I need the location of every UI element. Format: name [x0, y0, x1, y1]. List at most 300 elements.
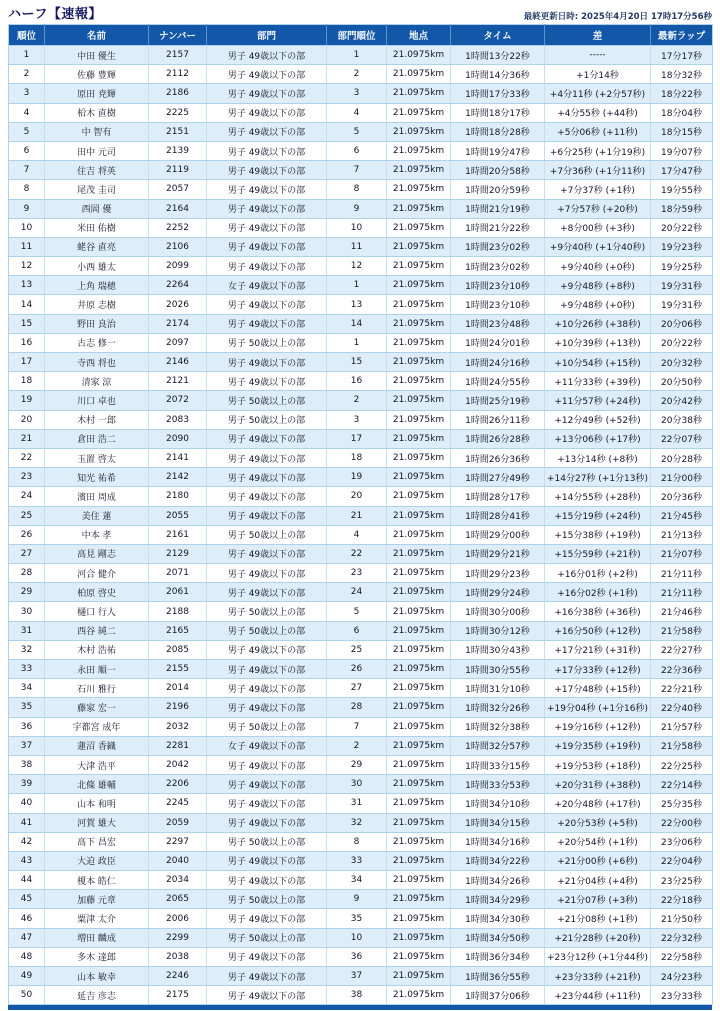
cell-point: 21.0975km [387, 755, 451, 774]
cell-name: 清家 涼 [45, 372, 149, 391]
cell-rank: 22 [9, 448, 45, 467]
cell-time: 1時間26分36秒 [451, 448, 545, 467]
table-row [9, 218, 713, 237]
table-row [9, 141, 713, 160]
cell-division: 男子 49歳以下の部 [207, 851, 327, 870]
cell-point: 21.0975km [387, 832, 451, 851]
cell-name: 北條 雄輔 [45, 775, 149, 794]
cell-time: 1時間13分22秒 [451, 46, 545, 65]
cell-division: 男子 50歳以上の部 [207, 333, 327, 352]
cell-rank: 20 [9, 410, 45, 429]
cell-time: 1時間21分22秒 [451, 218, 545, 237]
cell-rank: 42 [9, 832, 45, 851]
cell-name: 多木 達郎 [45, 947, 149, 966]
cell-gap: +9分48秒 (+0秒) [545, 295, 651, 314]
table-row [9, 602, 713, 621]
cell-gap: +7分36秒 (+1分11秒) [545, 161, 651, 180]
table-row [9, 775, 713, 794]
cell-number: 2299 [149, 928, 207, 947]
cell-name: 中田 優生 [45, 46, 149, 65]
cell-division-rank: 10 [327, 218, 387, 237]
cell-rank: 30 [9, 602, 45, 621]
cell-latest-lap: 24分23秒 [651, 967, 713, 986]
cell-division-rank: 4 [327, 103, 387, 122]
cell-time: 1時間34分16秒 [451, 832, 545, 851]
cell-rank: 38 [9, 755, 45, 774]
cell-point: 21.0975km [387, 84, 451, 103]
cell-division-rank: 7 [327, 717, 387, 736]
cell-time: 1時間34分10秒 [451, 794, 545, 813]
cell-division-rank: 32 [327, 813, 387, 832]
cell-rank: 49 [9, 967, 45, 986]
cell-time: 1時間34分22秒 [451, 851, 545, 870]
cell-rank: 29 [9, 583, 45, 602]
cell-point: 21.0975km [387, 640, 451, 659]
cell-number: 2085 [149, 640, 207, 659]
cell-time: 1時間29分23秒 [451, 564, 545, 583]
cell-division-rank: 19 [327, 468, 387, 487]
cell-latest-lap: 18分59秒 [651, 199, 713, 218]
cell-latest-lap: 22分07秒 [651, 429, 713, 448]
cell-division-rank: 3 [327, 84, 387, 103]
cell-number: 2157 [149, 46, 207, 65]
cell-gap: +6分25秒 (+1分19秒) [545, 141, 651, 160]
cell-division: 男子 50歳以上の部 [207, 391, 327, 410]
cell-rank: 24 [9, 487, 45, 506]
cell-point: 21.0975km [387, 199, 451, 218]
cell-division-rank: 27 [327, 679, 387, 698]
cell-time: 1時間32分38秒 [451, 717, 545, 736]
table-row [9, 679, 713, 698]
cell-rank: 41 [9, 813, 45, 832]
cell-time: 1時間28分41秒 [451, 506, 545, 525]
cell-name: 木村 一郎 [45, 410, 149, 429]
cell-division-rank: 2 [327, 391, 387, 410]
cell-latest-lap: 19分31秒 [651, 276, 713, 295]
cell-gap: +17分33秒 (+12秒) [545, 660, 651, 679]
cell-number: 2040 [149, 851, 207, 870]
table-row [9, 583, 713, 602]
cell-number: 2139 [149, 141, 207, 160]
table-row [9, 257, 713, 276]
cell-point: 21.0975km [387, 65, 451, 84]
cell-number: 2206 [149, 775, 207, 794]
cell-point: 21.0975km [387, 333, 451, 352]
cell-rank: 47 [9, 928, 45, 947]
cell-name: 美住 蓮 [45, 506, 149, 525]
cell-name: 木村 浩祐 [45, 640, 149, 659]
cell-number: 2099 [149, 257, 207, 276]
cell-division: 男子 49歳以下の部 [207, 947, 327, 966]
cell-rank: 19 [9, 391, 45, 410]
cell-gap: +13分14秒 (+8秒) [545, 448, 651, 467]
cell-latest-lap: 18分22秒 [651, 84, 713, 103]
cell-division-rank: 1 [327, 276, 387, 295]
cell-latest-lap: 22分40秒 [651, 698, 713, 717]
cell-division: 男子 49歳以下の部 [207, 487, 327, 506]
cell-division: 男子 49歳以下の部 [207, 65, 327, 84]
cell-latest-lap: 22分14秒 [651, 775, 713, 794]
cell-division: 男子 50歳以上の部 [207, 928, 327, 947]
table-row [9, 621, 713, 640]
cell-time: 1時間37分06秒 [451, 986, 545, 1005]
cell-rank: 17 [9, 353, 45, 372]
cell-number: 2038 [149, 947, 207, 966]
cell-rank: 46 [9, 909, 45, 928]
cell-time: 1時間30分43秒 [451, 640, 545, 659]
cell-division: 女子 49歳以下の部 [207, 736, 327, 755]
cell-time: 1時間23分48秒 [451, 314, 545, 333]
table-row [9, 909, 713, 928]
cell-number: 2164 [149, 199, 207, 218]
cell-name: 知光 祐希 [45, 468, 149, 487]
cell-latest-lap: 22分21秒 [651, 679, 713, 698]
cell-point: 21.0975km [387, 314, 451, 333]
cell-latest-lap: 22分00秒 [651, 813, 713, 832]
cell-name: 加藤 元章 [45, 890, 149, 909]
table-row [9, 660, 713, 679]
cell-name: 米田 佑樹 [45, 218, 149, 237]
table-row [9, 46, 713, 65]
column-header-gap: 差 [545, 25, 651, 46]
cell-number: 2196 [149, 698, 207, 717]
cell-number: 2072 [149, 391, 207, 410]
cell-point: 21.0975km [387, 237, 451, 256]
cell-division: 男子 49歳以下の部 [207, 794, 327, 813]
table-row [9, 564, 713, 583]
cell-division: 男子 49歳以下の部 [207, 506, 327, 525]
cell-point: 21.0975km [387, 218, 451, 237]
cell-division-rank: 7 [327, 161, 387, 180]
column-header-time: タイム [451, 25, 545, 46]
table-row [9, 353, 713, 372]
cell-point: 21.0975km [387, 928, 451, 947]
cell-gap: +21分04秒 (+4秒) [545, 871, 651, 890]
cell-name: 西岡 優 [45, 199, 149, 218]
cell-name: 粟津 太介 [45, 909, 149, 928]
cell-latest-lap: 20分38秒 [651, 410, 713, 429]
cell-name: 倉田 浩二 [45, 429, 149, 448]
cell-division: 男子 49歳以下の部 [207, 84, 327, 103]
cell-division: 男子 50歳以上の部 [207, 832, 327, 851]
cell-time: 1時間18分28秒 [451, 122, 545, 141]
cell-point: 21.0975km [387, 372, 451, 391]
cell-number: 2165 [149, 621, 207, 640]
cell-division: 男子 49歳以下の部 [207, 468, 327, 487]
cell-latest-lap: 21分11秒 [651, 583, 713, 602]
cell-gap: +10分39秒 (+13秒) [545, 333, 651, 352]
cell-latest-lap: 21分11秒 [651, 564, 713, 583]
cell-division: 男子 49歳以下の部 [207, 218, 327, 237]
cell-latest-lap: 20分28秒 [651, 448, 713, 467]
cell-rank: 18 [9, 372, 45, 391]
cell-name: 中本 孝 [45, 525, 149, 544]
cell-division-rank: 3 [327, 410, 387, 429]
cell-number: 2059 [149, 813, 207, 832]
cell-latest-lap: 21分45秒 [651, 506, 713, 525]
cell-division-rank: 38 [327, 986, 387, 1005]
cell-division-rank: 16 [327, 372, 387, 391]
cell-number: 2142 [149, 468, 207, 487]
table-row [9, 698, 713, 717]
cell-gap: +13分06秒 (+17秒) [545, 429, 651, 448]
cell-latest-lap: 18分32秒 [651, 65, 713, 84]
cell-point: 21.0975km [387, 986, 451, 1005]
cell-gap: +10分26秒 (+38秒) [545, 314, 651, 333]
cell-rank: 12 [9, 257, 45, 276]
cell-number: 2006 [149, 909, 207, 928]
cell-rank: 48 [9, 947, 45, 966]
cell-number: 2252 [149, 218, 207, 237]
cell-gap: +9分48秒 (+8秒) [545, 276, 651, 295]
cell-point: 21.0975km [387, 621, 451, 640]
table-row [9, 448, 713, 467]
cell-number: 2014 [149, 679, 207, 698]
cell-division: 男子 49歳以下の部 [207, 353, 327, 372]
cell-rank: 6 [9, 141, 45, 160]
cell-gap: +10分54秒 (+15秒) [545, 353, 651, 372]
cell-latest-lap: 19分23秒 [651, 237, 713, 256]
column-header-name: 名前 [45, 25, 149, 46]
cell-number: 2245 [149, 794, 207, 813]
cell-rank: 7 [9, 161, 45, 180]
cell-latest-lap: 21分07秒 [651, 544, 713, 563]
cell-gap: +9分40秒 (+0秒) [545, 257, 651, 276]
table-row [9, 506, 713, 525]
cell-time: 1時間31分10秒 [451, 679, 545, 698]
cell-number: 2155 [149, 660, 207, 679]
cell-latest-lap: 20分22秒 [651, 218, 713, 237]
cell-number: 2034 [149, 871, 207, 890]
cell-latest-lap: 25分35秒 [651, 794, 713, 813]
cell-name: 井原 志樹 [45, 295, 149, 314]
cell-name: 小西 雄太 [45, 257, 149, 276]
cell-time: 1時間24分55秒 [451, 372, 545, 391]
cell-point: 21.0975km [387, 698, 451, 717]
cell-rank: 45 [9, 890, 45, 909]
cell-gap: +21分08秒 (+1秒) [545, 909, 651, 928]
cell-latest-lap: 22分58秒 [651, 947, 713, 966]
cell-point: 21.0975km [387, 257, 451, 276]
column-header-point: 地点 [387, 25, 451, 46]
cell-name: 佐藤 豊輝 [45, 65, 149, 84]
cell-division-rank: 5 [327, 602, 387, 621]
cell-rank: 34 [9, 679, 45, 698]
cell-rank: 36 [9, 717, 45, 736]
cell-number: 2065 [149, 890, 207, 909]
cell-division-rank: 10 [327, 928, 387, 947]
cell-gap: +7分57秒 (+20秒) [545, 199, 651, 218]
cell-division-rank: 11 [327, 237, 387, 256]
table-row [9, 736, 713, 755]
cell-name: 延吉 彦志 [45, 986, 149, 1005]
cell-gap: +19分04秒 (+1分16秒) [545, 698, 651, 717]
cell-division-rank: 14 [327, 314, 387, 333]
cell-division: 男子 50歳以上の部 [207, 410, 327, 429]
cell-time: 1時間23分10秒 [451, 276, 545, 295]
cell-name: 濱田 周成 [45, 487, 149, 506]
cell-number: 2083 [149, 410, 207, 429]
cell-gap: +11分33秒 (+39秒) [545, 372, 651, 391]
cell-number: 2146 [149, 353, 207, 372]
cell-division-rank: 15 [327, 353, 387, 372]
table-row [9, 487, 713, 506]
cell-division-rank: 1 [327, 46, 387, 65]
table-row [9, 640, 713, 659]
cell-point: 21.0975km [387, 103, 451, 122]
cell-rank: 10 [9, 218, 45, 237]
cell-name: 蓮沼 香織 [45, 736, 149, 755]
table-row [9, 84, 713, 103]
cell-division: 男子 50歳以上の部 [207, 525, 327, 544]
cell-division-rank: 31 [327, 794, 387, 813]
cell-name: 高見 剛志 [45, 544, 149, 563]
cell-name: 野田 良治 [45, 314, 149, 333]
cell-rank: 1 [9, 46, 45, 65]
cell-time: 1時間26分11秒 [451, 410, 545, 429]
cell-gap: +20分53秒 (+5秒) [545, 813, 651, 832]
cell-division-rank: 33 [327, 851, 387, 870]
cell-rank: 4 [9, 103, 45, 122]
cell-division: 男子 49歳以下の部 [207, 141, 327, 160]
cell-point: 21.0975km [387, 46, 451, 65]
cell-gap: +16分38秒 (+36秒) [545, 602, 651, 621]
cell-division-rank: 12 [327, 257, 387, 276]
cell-name: 大迫 政臣 [45, 851, 149, 870]
cell-name: 山本 敏幸 [45, 967, 149, 986]
cell-point: 21.0975km [387, 660, 451, 679]
cell-latest-lap: 20分50秒 [651, 372, 713, 391]
cell-rank: 21 [9, 429, 45, 448]
cell-division-rank: 13 [327, 295, 387, 314]
cell-rank: 8 [9, 180, 45, 199]
cell-gap: +14分55秒 (+28秒) [545, 487, 651, 506]
cell-division: 男子 49歳以下の部 [207, 103, 327, 122]
cell-division: 男子 49歳以下の部 [207, 372, 327, 391]
cell-rank: 11 [9, 237, 45, 256]
cell-latest-lap: 21分00秒 [651, 468, 713, 487]
cell-rank: 44 [9, 871, 45, 890]
cell-division: 男子 49歳以下の部 [207, 295, 327, 314]
cell-division: 男子 50歳以上の部 [207, 621, 327, 640]
table-row [9, 295, 713, 314]
cell-number: 2246 [149, 967, 207, 986]
cell-number: 2151 [149, 122, 207, 141]
cell-division-rank: 20 [327, 487, 387, 506]
cell-division: 男子 49歳以下の部 [207, 640, 327, 659]
cell-latest-lap: 23分33秒 [651, 986, 713, 1005]
cell-division: 男子 49歳以下の部 [207, 986, 327, 1005]
cell-point: 21.0975km [387, 525, 451, 544]
cell-division: 男子 49歳以下の部 [207, 775, 327, 794]
cell-division: 男子 49歳以下の部 [207, 813, 327, 832]
cell-latest-lap: 19分07秒 [651, 141, 713, 160]
cell-latest-lap: 21分46秒 [651, 602, 713, 621]
table-row [9, 372, 713, 391]
cell-latest-lap: 22分36秒 [651, 660, 713, 679]
cell-time: 1時間23分10秒 [451, 295, 545, 314]
cell-point: 21.0975km [387, 122, 451, 141]
cell-name: 増田 麟成 [45, 928, 149, 947]
cell-point: 21.0975km [387, 679, 451, 698]
cell-number: 2297 [149, 832, 207, 851]
cell-name: 大津 浩平 [45, 755, 149, 774]
cell-division: 男子 49歳以下の部 [207, 660, 327, 679]
cell-number: 2281 [149, 736, 207, 755]
cell-time: 1時間29分24秒 [451, 583, 545, 602]
cell-division-rank: 4 [327, 525, 387, 544]
cell-division-rank: 2 [327, 65, 387, 84]
cell-gap: +17分48秒 (+15秒) [545, 679, 651, 698]
cell-gap: +15分19秒 (+24秒) [545, 506, 651, 525]
cell-latest-lap: 22分25秒 [651, 755, 713, 774]
cell-division-rank: 36 [327, 947, 387, 966]
cell-gap: +23分44秒 (+11秒) [545, 986, 651, 1005]
cell-division-rank: 1 [327, 333, 387, 352]
cell-point: 21.0975km [387, 851, 451, 870]
cell-time: 1時間24分16秒 [451, 353, 545, 372]
cell-division: 男子 49歳以下の部 [207, 429, 327, 448]
cell-point: 21.0975km [387, 391, 451, 410]
cell-time: 1時間18分17秒 [451, 103, 545, 122]
column-header-number: ナンバー [149, 25, 207, 46]
cell-time: 1時間30分55秒 [451, 660, 545, 679]
cell-name: 西谷 純二 [45, 621, 149, 640]
cell-division-rank: 22 [327, 544, 387, 563]
cell-time: 1時間23分02秒 [451, 237, 545, 256]
cell-gap: +21分28秒 (+20秒) [545, 928, 651, 947]
table-row [9, 410, 713, 429]
table-bottom-bar [8, 1005, 712, 1010]
cell-latest-lap: 22分04秒 [651, 851, 713, 870]
cell-name: 高下 昌宏 [45, 832, 149, 851]
cell-division-rank: 8 [327, 180, 387, 199]
cell-division-rank: 28 [327, 698, 387, 717]
cell-point: 21.0975km [387, 890, 451, 909]
cell-rank: 27 [9, 544, 45, 563]
table-row [9, 314, 713, 333]
cell-rank: 23 [9, 468, 45, 487]
cell-time: 1時間36分55秒 [451, 967, 545, 986]
cell-gap: +16分01秒 (+2秒) [545, 564, 651, 583]
cell-point: 21.0975km [387, 871, 451, 890]
cell-number: 2161 [149, 525, 207, 544]
cell-gap: +21分00秒 (+6秒) [545, 851, 651, 870]
table-row [9, 237, 713, 256]
cell-point: 21.0975km [387, 506, 451, 525]
cell-division: 男子 49歳以下の部 [207, 909, 327, 928]
topbar [8, 3, 712, 22]
table-row [9, 832, 713, 851]
cell-name: 石川 雅行 [45, 679, 149, 698]
cell-name: 柗木 直樹 [45, 103, 149, 122]
cell-latest-lap: 22分32秒 [651, 928, 713, 947]
table-row [9, 794, 713, 813]
cell-number: 2180 [149, 487, 207, 506]
cell-number: 2174 [149, 314, 207, 333]
cell-point: 21.0975km [387, 909, 451, 928]
cell-time: 1時間30分00秒 [451, 602, 545, 621]
cell-number: 2175 [149, 986, 207, 1005]
table-row [9, 65, 713, 84]
cell-time: 1時間34分29秒 [451, 890, 545, 909]
cell-point: 21.0975km [387, 813, 451, 832]
cell-name: 川口 卓也 [45, 391, 149, 410]
cell-gap: +15分38秒 (+19秒) [545, 525, 651, 544]
cell-rank: 15 [9, 314, 45, 333]
cell-rank: 9 [9, 199, 45, 218]
cell-gap: +7分37秒 (+1秒) [545, 180, 651, 199]
